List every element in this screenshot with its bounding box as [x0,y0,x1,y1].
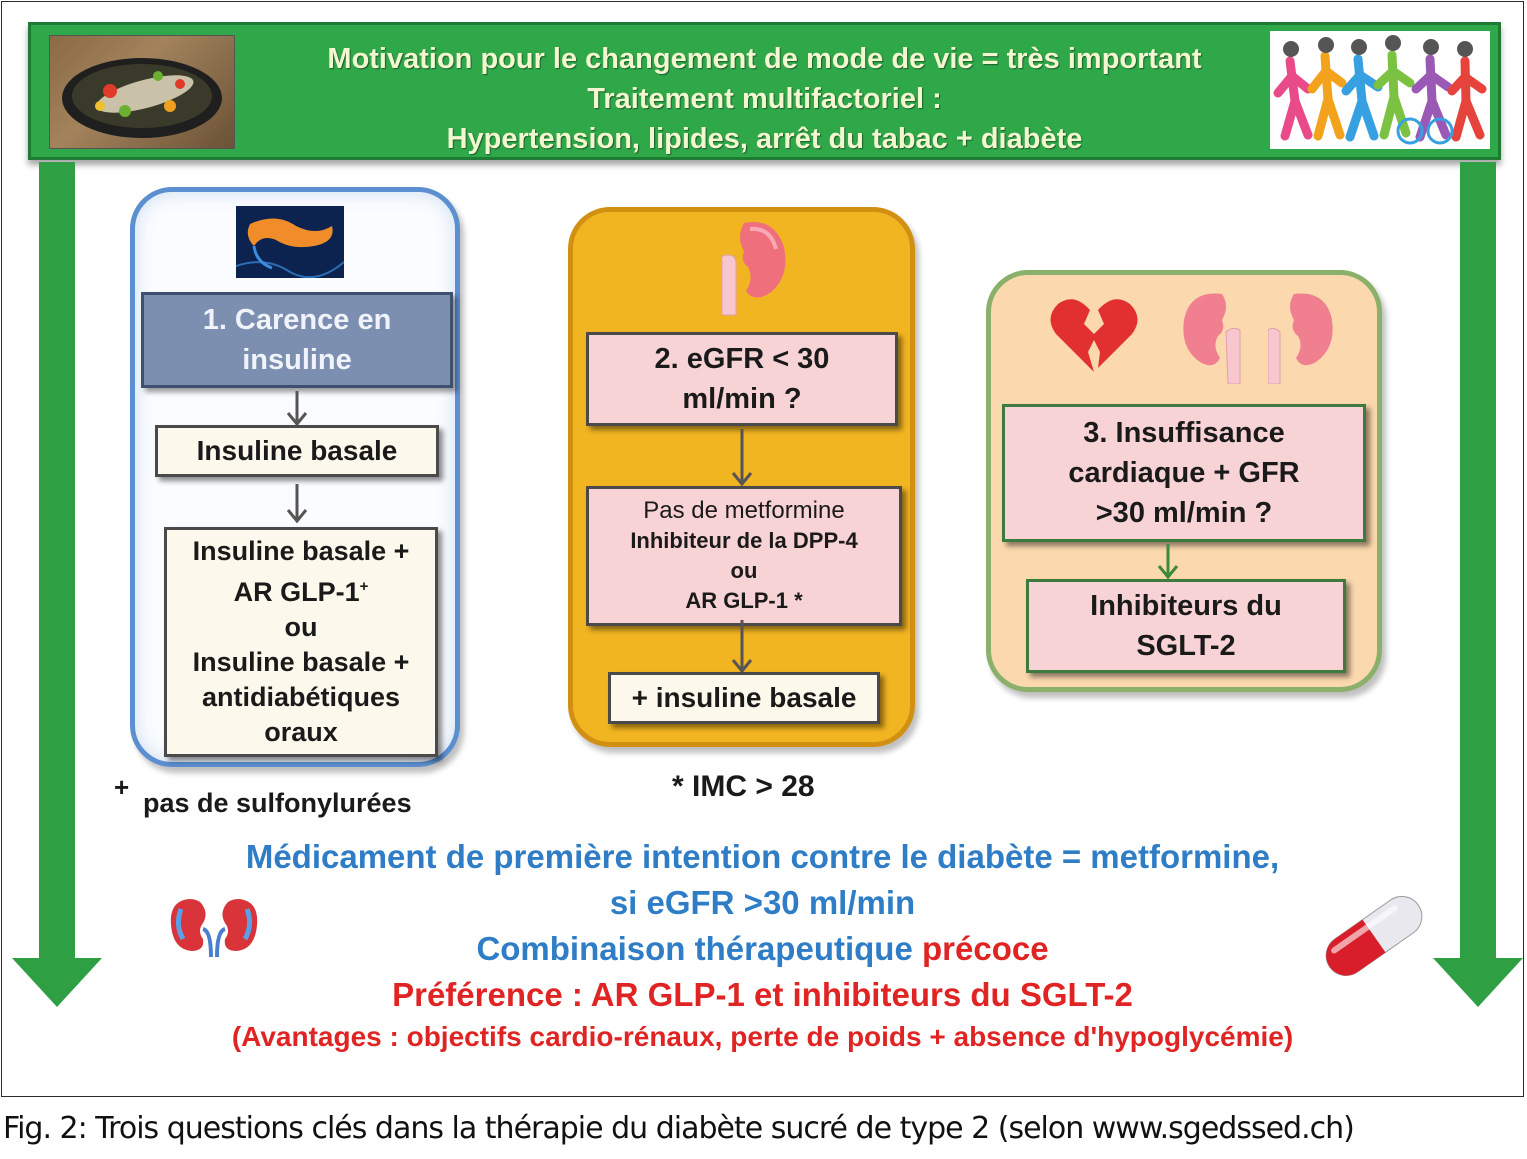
sglt2-line-2: SGLT-2 [1136,630,1236,662]
kidney-left-icon [1182,288,1252,384]
basal-insulin-combination-step [164,527,438,757]
combo-line-2: AR GLP-1+ [233,577,369,607]
no-metformin-step [586,486,902,626]
preference-line: Préférence : AR GLP-1 et inhibiteurs du SGLT-2 [392,976,1133,1013]
glp1-text: AR GLP-1 * [685,588,803,613]
advantages-line: (Avantages : objectifs cardio-rénaux, perte de poids + absence d'hypoglycémie) [231,1021,1294,1052]
early-combination-blue: Combinaison thérapeutique [476,930,922,967]
combo-line-4: Insuline basale + [192,647,410,677]
combo-line-5: antidiabétiques [201,682,401,712]
down-arrow-icon [730,429,754,487]
early-combination-red: précoce [921,930,1049,967]
combo-line-1: Insuline basale + [192,536,410,566]
banner-line-1: Motivation pour le changement de mode de vie = très important [327,43,1202,75]
down-arrow-icon [285,391,309,427]
hf-question-line-1: 3. Insuffisance [1083,417,1285,449]
egfr-question-line-1: 2. eGFR < 30 [654,343,830,375]
no-metformin-text: Pas de metformine [643,497,845,524]
down-arrow-icon [730,620,754,674]
insulin-deficiency-title-text: 1. Carence en insuline [202,304,392,376]
add-basal-insulin-text: + insuline basale [631,682,857,713]
egfr-condition: si eGFR >30 ml/min [609,884,916,921]
figure-caption: Fig. 2: Trois questions clés dans la thérapie du diabète sucré de type 2 (selon www.sgedssed.ch) [3,1111,1354,1146]
basal-insulin-text: Insuline basale [196,435,398,466]
insulin-deficiency-title [141,292,453,388]
lifestyle-banner [28,22,1501,160]
down-arrow-icon [1156,544,1180,580]
sglt2-step [1026,579,1346,673]
first-line-medication: Médicament de première intention contre le diabète = metformine, [245,838,1280,875]
hf-question-line-3: >30 ml/min ? [1095,497,1273,529]
active-people-illustration [1270,31,1490,149]
panel1-footnote: pas de sulfonylurées [143,788,412,818]
banner-line-2: Traitement multifactoriel : [587,83,942,115]
combo-line-6: oraux [264,717,338,747]
add-basal-insulin-step [608,672,880,724]
kidneys-icon [167,895,261,957]
figure-frame [1,1,1524,1097]
kidney-right-icon [1268,288,1338,384]
heart-failure-question [1002,404,1366,542]
panel2-footnote: * IMC > 28 [672,770,815,803]
combo-line-3: ou [284,612,318,642]
egfr-question [586,332,898,426]
or-text: ou [730,558,758,583]
basal-insulin-step [155,425,439,477]
egfr-question-line-2: ml/min ? [682,383,802,415]
broken-heart-icon [1048,294,1140,374]
panel1-footnote-mark: + [114,772,130,802]
dpp4-text: Inhibiteur de la DPP-4 [630,528,858,553]
pancreas-icon [236,206,344,278]
hf-question-line-2: cardiaque + GFR [1068,457,1300,489]
kidney-icon [714,217,790,317]
banner-line-3: Hypertension, lipides, arrêt du tabac + diabète [446,123,1083,155]
sglt2-line-1: Inhibiteurs du [1090,590,1282,622]
pill-capsule-icon [1312,886,1436,986]
down-arrow-icon [285,484,309,524]
